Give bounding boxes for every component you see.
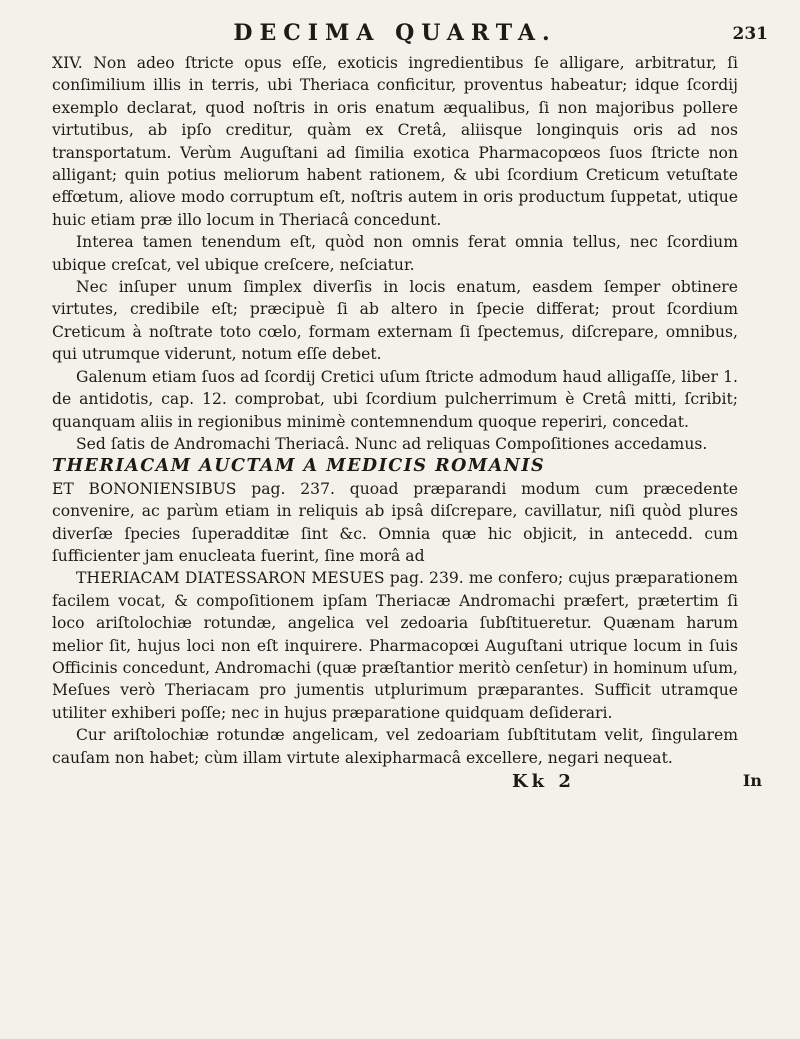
running-title: DECIMA QUARTA.: [233, 20, 557, 46]
page-footer: [52, 771, 762, 801]
paragraph-et-bononiensibus: ET BONONIENSIBUS pag. 237. quoad præparandi modum cum præcedente convenire, ac parùm etiam in reliquis ab ipsâ diſcrepare, cavillatur, niſi quòd plures diverſæ ſpecies ſuperadditæ ſint &c. Omnia quæ hic objicit, in antecedd. cum ſufficienter jam enucleata fuerint, ſine morâ ad: [52, 479, 738, 565]
section-heading-theriaca-aucta: THERIACAM AUCTAM A MEDICIS ROMANIS: [52, 456, 546, 477]
paragraph-nec-insuper: Nec inſuper unum ſimplex diverſis in locis enatum, easdem ſemper obtinere virtutes, credibile eſt; præcipuè ſi ab altero in ſpecie differat; prout ſcordium Creticum à noſtrate toto cœlo, formam externam ſi ſpectemus, diſcrepare, omnibus, qui utrumque viderunt, notum eſſe debet.: [52, 278, 738, 364]
paragraph-sed-satis: Sed ſatis de Andromachi Theriacâ. Nunc ad reliquas Compoſitiones accedamus.: [76, 434, 708, 453]
paragraph-theriaca-diatessaron: THERIACAM DIATESSARON MESUES pag. 239. me confero; cujus præparationem facilem vocat, & compoſitionem ipſam Theriacæ Andromachi præfert, prætertim ſi loco ariſtolochiæ rotundæ, angelica vel zedoaria ſubſtitueretur. Quænam harum melior ſit, hujus loci non eſt inquirere. Pharmacopœi Auguſtani utrique locum in ſuis Officinis concedunt, Andromachi (quæ præſtantior meritò cenſetur) in hominum uſum, Meſues verò Theriacam pro jumentis utplurimum præparantes. Sufficit utramque utiliter exhiberi poſſe; nec in hujus præparatione quidquam deſiderari.: [52, 569, 738, 722]
catchword: In: [742, 771, 762, 790]
signature-mark: Kk 2: [512, 771, 575, 792]
page-number: 231: [732, 24, 768, 44]
paragraph-cur-aristolochiae: Cur ariſtolochiæ rotundæ angelicam, vel zedoariam ſubſtitutam velit, ſingularem cauſam non habet; cùm illam virtute alexipharmacâ excellere, negari nequeat.: [52, 726, 738, 767]
body-text: [52, 52, 738, 769]
paragraph-xiv: XIV. Non adeo ſtricte opus eſſe, exoticis ingredientibus ſe alligare, arbitratur, ſi conſimilium illis in terris, ubi Theriaca conficitur, proventus habeatur; idque ſcordij exemplo declarat, quod noſtris in oris enatum æqualibus, ſi non majoribus pollere virtutibus, ab ipſo creditur, quàm ex Cretâ, aliisque longinquis oris ad nos transportatum. Verùm Auguſtani ad ſimilia exotica Pharmacopœos ſuos ſtricte non alligant; quin potius meliorum habent rationem, & ubi ſcordium Creticum vetuſtate effœtum, aliove modo corruptum eſt, noſtris autem in oris productum ſuppetat, utique huic etiam præ illo locum in Theriacâ concedunt.: [52, 54, 738, 229]
running-head: [52, 18, 768, 52]
paragraph-interea: Interea tamen tenendum eſt, quòd non omnis ferat omnia tellus, nec ſcordium ubique creſcat, vel ubique creſcere, neſciatur.: [52, 233, 738, 274]
paragraph-galenum: Galenum etiam ſuos ad ſcordij Cretici uſum ſtricte admodum haud alligaſſe, liber 1. de antidotis, cap. 12. comprobat, ubi ſcordium pulcherrimum è Cretâ mitti, ſcribit; quanquam aliis in regionibus minimè contemnendum quoque reperiri, concedat.: [52, 367, 738, 431]
